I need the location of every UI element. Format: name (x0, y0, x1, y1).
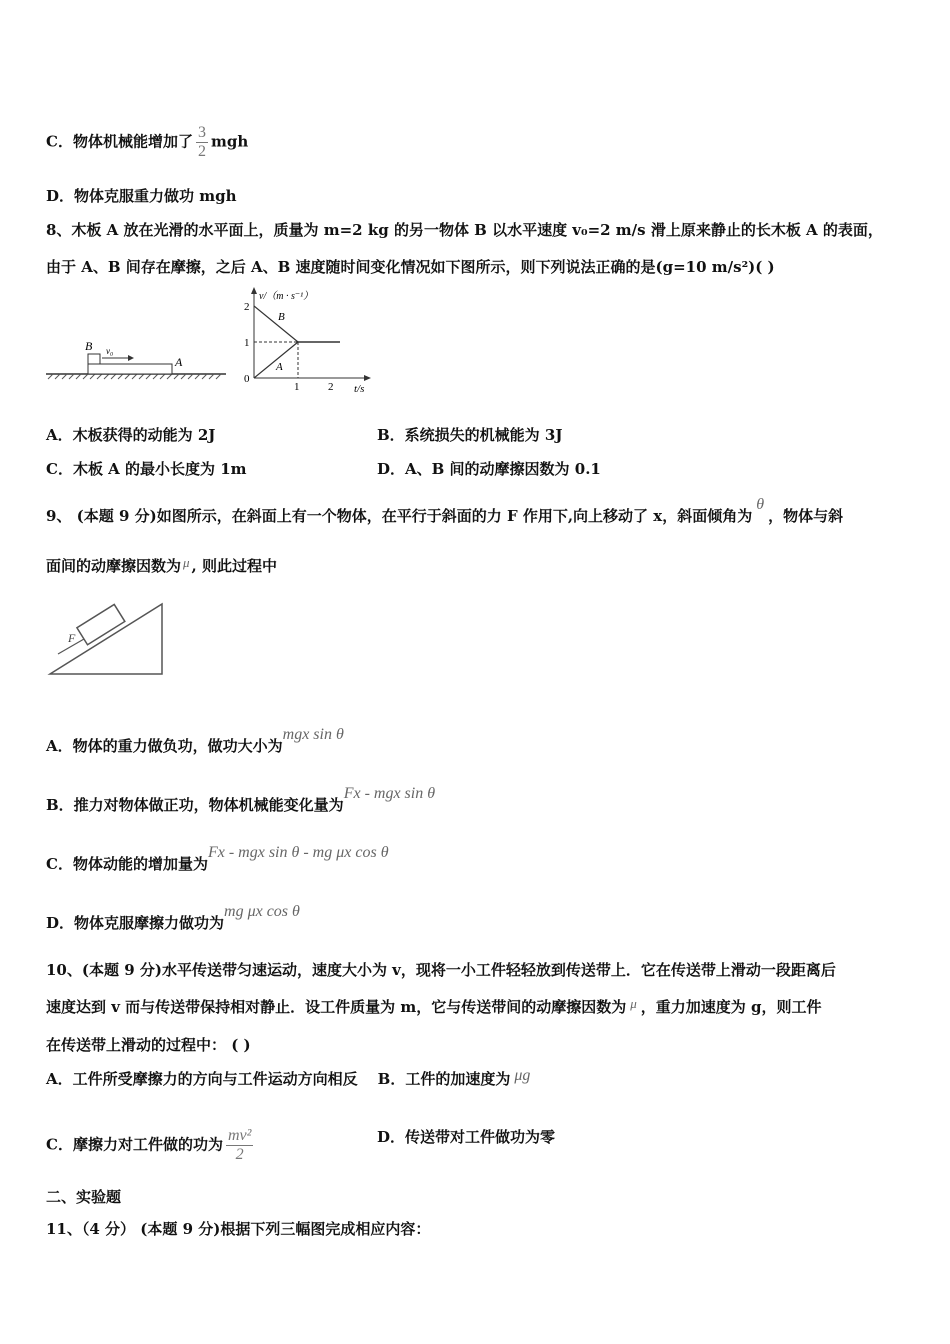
q8-velocity-time-graph (236, 284, 376, 396)
line-b (254, 306, 298, 342)
q9-stem-text2: 面间的动摩擦因数为 (46, 557, 182, 575)
q8-option-b: B．系统损失的机械能为 3J (377, 426, 563, 444)
q8-option-d: D．A、B 间的动摩擦因数为 0.1 (377, 460, 601, 478)
y-axis-label: v/（m · s⁻¹） (259, 291, 314, 302)
x-tick-1: 1 (294, 381, 300, 393)
y-tick-2: 2 (244, 301, 250, 313)
q7-option-c-prefix: C．物体机械能增加了 (46, 132, 193, 151)
q9-option-a (46, 726, 344, 757)
q9-stem-tail: ，物体与斜 (768, 507, 844, 525)
q9-option-c-formula: Fx - mgx sin θ - mg μx cos θ (207, 844, 389, 861)
q10-stem-line3: 在传送带上滑动的过程中： ( ) (46, 1036, 251, 1054)
q9-stem-tail2: , 则此过程中 (191, 557, 277, 575)
q9-option-b-formula: Fx - mgx sin θ (343, 785, 436, 802)
label-a: A (175, 355, 183, 369)
block-b (88, 354, 100, 364)
q10-option-c (46, 1127, 256, 1164)
mu-symbol: μ (630, 996, 637, 1011)
arrow-head-icon (128, 355, 134, 361)
q9-stem-line2 (46, 556, 277, 577)
q9-option-b (46, 785, 436, 816)
label-v0: v₀ (106, 346, 114, 356)
q10-option-d: D．传送带对工件做功为零 (377, 1128, 556, 1146)
fraction-denominator: 2 (197, 143, 206, 160)
graph-label-a: A (276, 361, 283, 373)
q10-stem-text2: 速度达到 v 而与传送带保持相对静止．设工件质量为 m，它与传送带间的动摩擦因数为 (46, 998, 627, 1016)
q10-stem-tail2: ，重力加速度为 g，则工件 (640, 998, 822, 1016)
fraction-numerator: 3 (197, 124, 206, 141)
section-title: 二、实验题 (46, 1188, 122, 1206)
q10-option-ab (46, 1069, 530, 1090)
q9-option-b-text: B．推力对物体做正功，物体机械能变化量为 (46, 796, 344, 814)
q7-option-c (46, 124, 248, 161)
q9-option-a-text: A．物体的重力做负功，做功大小为 (46, 737, 283, 755)
x-axis-arrow-icon (364, 375, 371, 381)
x-tick-2: 2 (328, 381, 334, 393)
q10-option-c-fraction (226, 1127, 253, 1164)
label-b: B (85, 339, 93, 353)
q9-option-c-text: C．物体动能的增加量为 (46, 855, 208, 873)
q8-stem-line2: 由于 A、B 间存在摩擦，之后 A、B 速度随时间变化情况如下图所示，则下列说法正确的是(g=10 m/s²)( ) (46, 258, 775, 276)
q9-option-d-formula: mg μx cos θ (224, 903, 300, 920)
q7-option-c-suffix: mgh (210, 132, 249, 151)
fraction-numerator: mv² (227, 1127, 252, 1144)
label-f: F (68, 631, 76, 645)
mu-symbol: μ (183, 555, 190, 570)
q8-option-a: A．木板获得的动能为 2J (46, 426, 216, 444)
x-axis-label: t/s (354, 383, 365, 395)
y-axis-arrow-icon (251, 287, 257, 294)
q9-option-a-formula: mgx sin θ (282, 726, 344, 743)
origin-label: 0 (244, 373, 250, 385)
q9-stem-text: 9、 (本题 9 分)如图所示，在斜面上有一个物体，在平行于斜面的力 F 作用下,向上移动了 x，斜面倾角为 (46, 507, 753, 525)
q11-stem: 11、（4 分） (本题 9 分)根据下列三幅图完成相应内容： (46, 1220, 431, 1238)
q8-board-figure (42, 330, 232, 386)
q9-option-d (46, 903, 300, 934)
board-a (88, 364, 172, 374)
q7-option-d: D．物体克服重力做功 mgh (46, 187, 237, 205)
q9-option-d-text: D．物体克服摩擦力做功为 (46, 914, 225, 932)
q10-stem-line2 (46, 997, 822, 1018)
q10-option-c-text: C．摩擦力对工件做的功为 (46, 1135, 223, 1154)
q9-stem-line1 (46, 496, 844, 527)
q10-option-b-formula: μg (514, 1067, 531, 1084)
q9-option-c (46, 844, 389, 875)
q9-incline-figure (44, 598, 170, 680)
q10-stem-line1: 10、(本题 9 分)水平传送带匀速运动，速度大小为 v，现将一小工件轻轻放到传送带上．它在传送带上滑动一段距离后 (46, 961, 836, 979)
q7-option-c-fraction (196, 124, 208, 161)
q10-option-a: A．工件所受摩擦力的方向与工件运动方向相反 (46, 1070, 358, 1088)
q8-stem-line1: 8、木板 A 放在光滑的水平面上，质量为 m=2 kg 的另一物体 B 以水平速度 v₀=2 m/s 滑上原来静止的长木板 A 的表面， (46, 221, 883, 239)
theta-symbol: θ (756, 496, 765, 513)
q10-option-b-text: B．工件的加速度为 (377, 1070, 511, 1088)
y-tick-1: 1 (244, 337, 250, 349)
fraction-denominator: 2 (235, 1146, 244, 1163)
graph-label-b: B (278, 311, 285, 323)
q8-option-c: C．木板 A 的最小长度为 1m (46, 460, 247, 478)
